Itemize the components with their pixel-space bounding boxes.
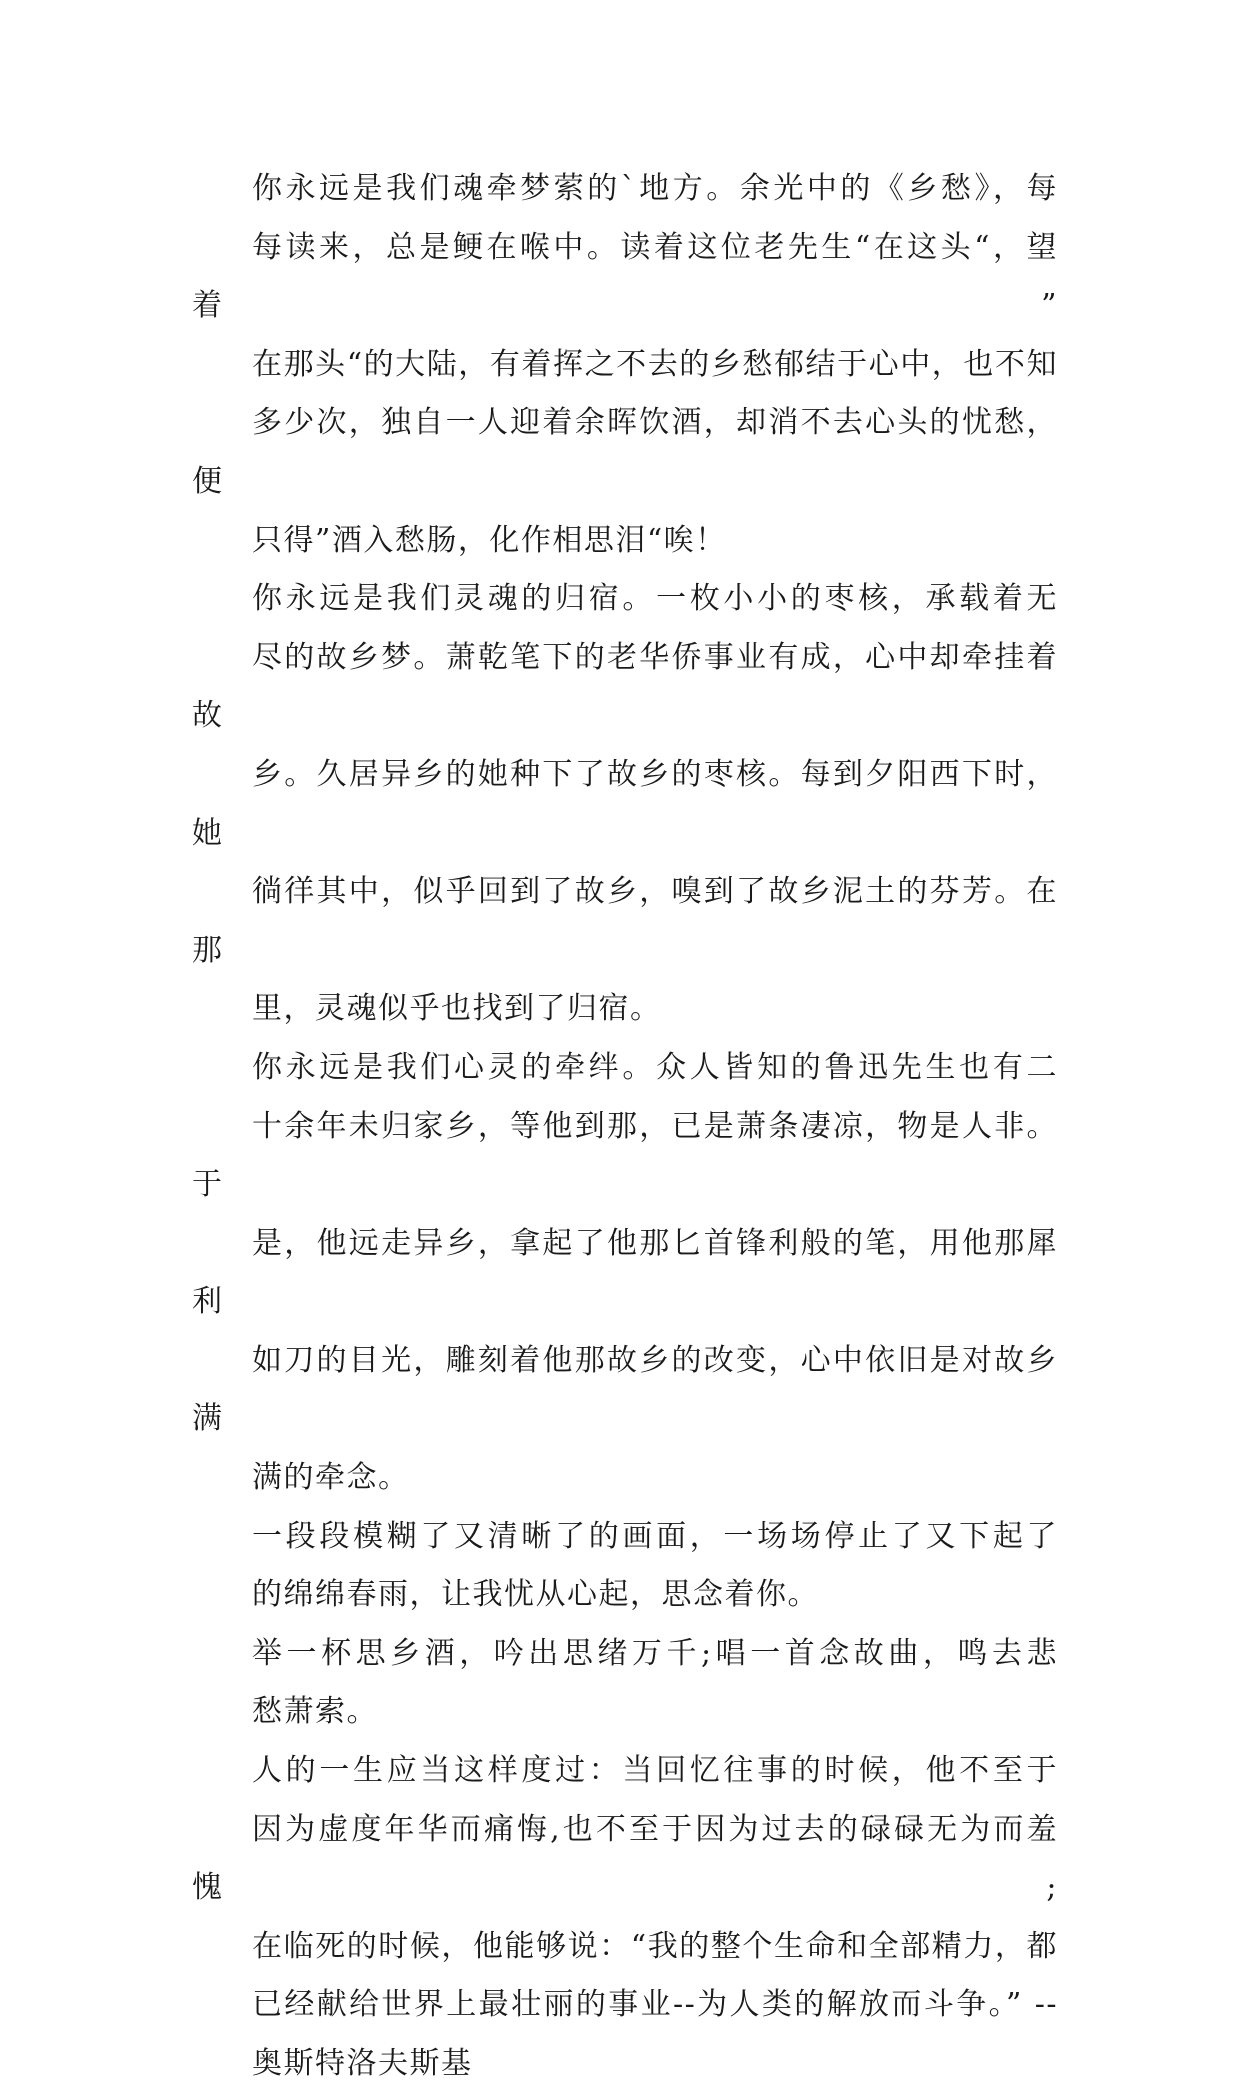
text-line: 徜徉其中，似乎回到了故乡，嗅到了故乡泥土的芬芳。在那 bbox=[192, 874, 1058, 968]
quote-author: 奥斯特洛夫斯基 bbox=[252, 2046, 473, 2081]
text-line: 你永远是我们灵魂的归宿。一枚小小的枣核，承载着无 bbox=[252, 581, 1058, 617]
text-line: 愁萧索。 bbox=[252, 1694, 378, 1730]
text-line: 的绵绵春雨，让我忧从心起，思念着你。 bbox=[252, 1577, 819, 1613]
text-line: 十余年未归家乡，等他到那，已是萧条凄凉，物是人非。于 bbox=[192, 1108, 1058, 1203]
text-line: 满的牵念。 bbox=[252, 1460, 410, 1496]
text-line: 已经献给世界上最壮丽的事业--为人类的解放而斗争。” -- bbox=[252, 1987, 1058, 2023]
text-line: 你永远是我们心灵的牵绊。众人皆知的鲁迅先生也有二 bbox=[252, 1049, 1058, 1085]
paragraph-hometown-longing bbox=[192, 160, 1058, 570]
paragraph-quote bbox=[192, 1742, 1058, 2094]
text-line: 是，他远走异乡，拿起了他那匕首锋利般的笔，用他那犀利 bbox=[192, 1225, 1058, 1320]
text-line: 举一杯思乡酒，吟出思绪万千;唱一首念故曲，鸣去悲 bbox=[252, 1635, 1058, 1671]
text-line: 每读来，总是鲠在喉中。读着这位老先生“在这头“，望着” bbox=[192, 229, 1058, 324]
text-line: 尽的故乡梦。萧乾笔下的老华侨事业有成，心中却牵挂着故 bbox=[192, 639, 1058, 734]
text-line: 多少次，独自一人迎着余晖饮酒，却消不去心头的忧愁，便 bbox=[192, 405, 1058, 499]
document-body bbox=[192, 160, 1058, 2094]
text-line: 里，灵魂似乎也找到了归宿。 bbox=[252, 991, 662, 1027]
text-line: 你永远是我们魂牵梦萦的`地方。余光中的《乡愁》，每 bbox=[252, 171, 1058, 206]
paragraph-heart-bond bbox=[192, 1039, 1058, 1508]
text-line: 在那头“的大陆，有着挥之不去的乡愁郁结于心中，也不知 bbox=[252, 346, 1058, 382]
text-line: 一段段模糊了又清晰了的画面，一场场停止了又下起了 bbox=[252, 1518, 1058, 1554]
text-line: 因为虚度年华而痛悔,也不至于因为过去的碌碌无为而羞愧; bbox=[192, 1811, 1058, 1906]
text-line: 人的一生应当这样度过：当回忆往事的时候，他不至于 bbox=[252, 1753, 1058, 1789]
text-line: 只得”酒入愁肠，化作相思泪“唉！ bbox=[252, 522, 727, 558]
paragraph-toast bbox=[192, 1625, 1058, 1742]
text-line: 如刀的目光，雕刻着他那故乡的改变，心中依旧是对故乡满 bbox=[192, 1342, 1058, 1437]
text-line: 在临死的时候，他能够说：“我的整个生命和全部精力，都 bbox=[252, 1928, 1058, 1964]
paragraph-soul-home bbox=[192, 570, 1058, 1039]
text-line: 乡。久居异乡的她种下了故乡的枣核。每到夕阳西下时，她 bbox=[192, 756, 1058, 851]
paragraph-memories bbox=[192, 1508, 1058, 1625]
